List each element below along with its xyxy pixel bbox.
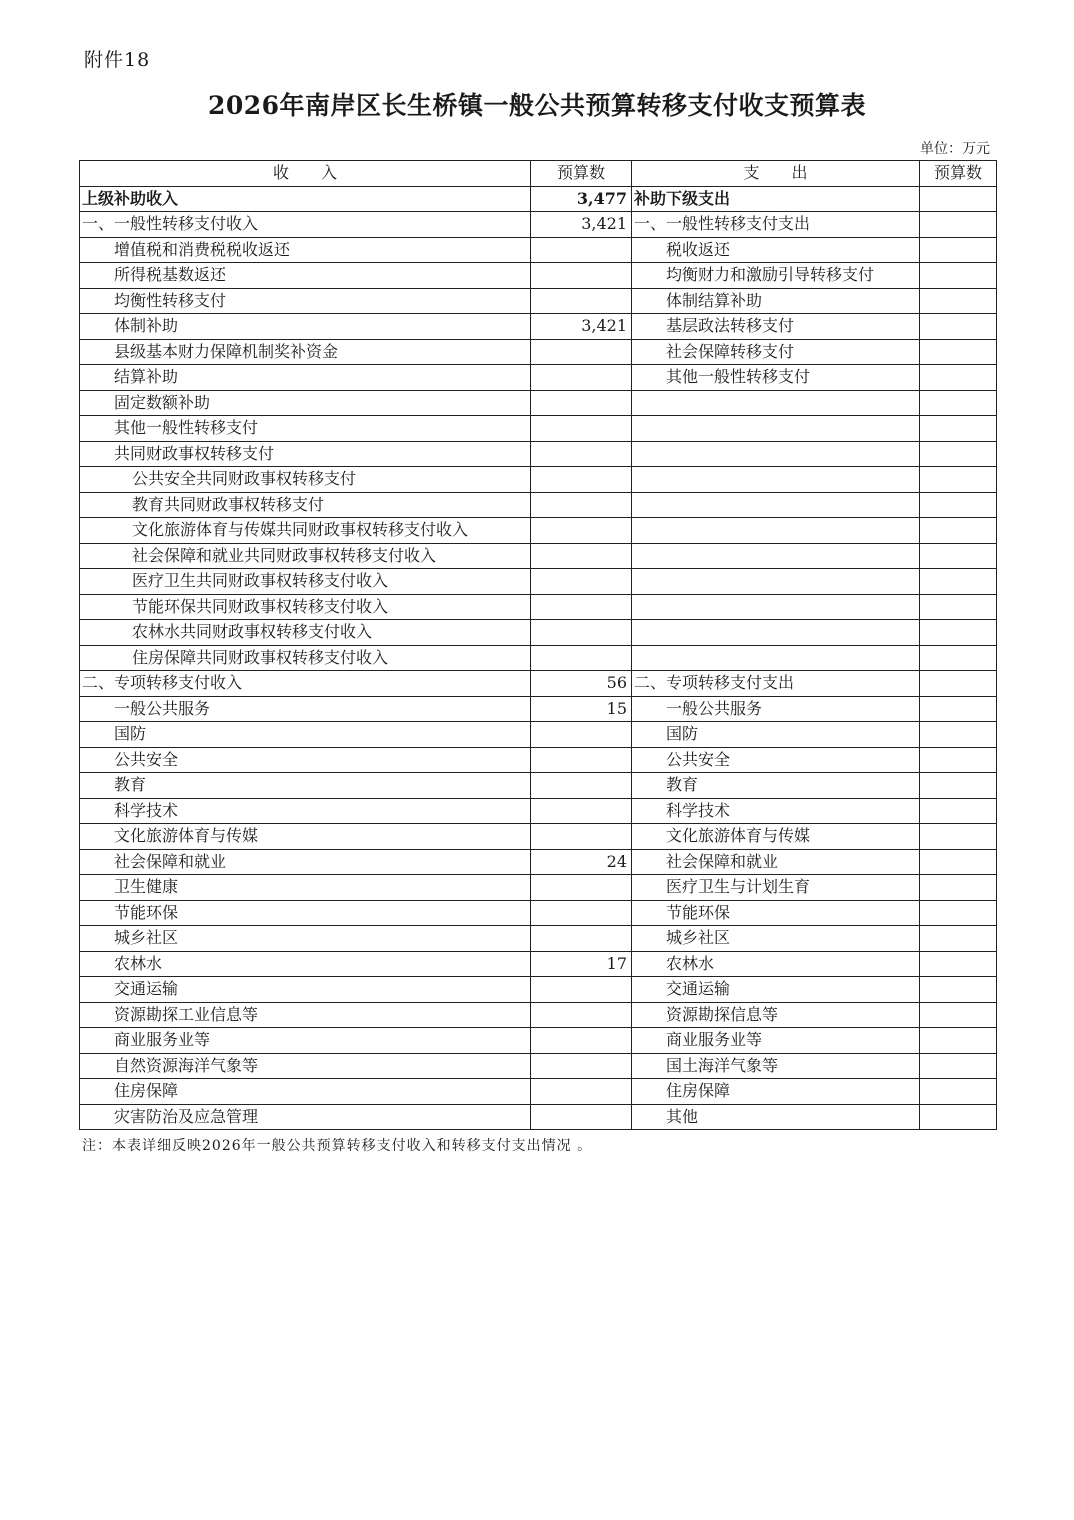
expense-amount-cell xyxy=(920,1053,997,1079)
expense-amount-cell xyxy=(920,696,997,722)
income-amount-cell xyxy=(531,288,632,314)
expense-cell: 交通运输 xyxy=(632,977,920,1003)
expense-amount-cell xyxy=(920,1002,997,1028)
expense-amount-cell xyxy=(920,1104,997,1130)
income-cell: 住房保障 xyxy=(80,1079,531,1105)
expense-amount-cell xyxy=(920,849,997,875)
expense-amount-cell xyxy=(920,1028,997,1054)
expense-cell: 国土海洋气象等 xyxy=(632,1053,920,1079)
income-amount-cell: 3,421 xyxy=(531,212,632,238)
income-amount-cell: 3,421 xyxy=(531,314,632,340)
expense-cell xyxy=(632,543,920,569)
table-row xyxy=(80,314,997,340)
expense-amount-cell xyxy=(920,186,997,212)
expense-cell xyxy=(632,441,920,467)
expense-amount-cell xyxy=(920,1079,997,1105)
expense-cell xyxy=(632,390,920,416)
expense-cell: 医疗卫生与计划生育 xyxy=(632,875,920,901)
budget-table-body xyxy=(80,161,997,1130)
income-cell: 文化旅游体育与传媒 xyxy=(80,824,531,850)
table-row xyxy=(80,849,997,875)
income-amount-cell xyxy=(531,441,632,467)
table-row xyxy=(80,977,997,1003)
income-amount-cell xyxy=(531,339,632,365)
expense-amount-cell xyxy=(920,875,997,901)
income-cell: 公共安全共同财政事权转移支付 xyxy=(80,467,531,493)
expense-amount-cell xyxy=(920,671,997,697)
expense-amount-cell xyxy=(920,773,997,799)
expense-cell: 教育 xyxy=(632,773,920,799)
expense-amount-cell xyxy=(920,620,997,646)
income-cell: 社会保障和就业 xyxy=(80,849,531,875)
expense-amount-cell xyxy=(920,798,997,824)
expense-cell xyxy=(632,569,920,595)
table-row xyxy=(80,339,997,365)
income-amount-cell xyxy=(531,926,632,952)
income-amount-cell xyxy=(531,824,632,850)
expense-cell xyxy=(632,416,920,442)
table-row xyxy=(80,569,997,595)
header-income-amount: 预算数 xyxy=(531,161,632,187)
expense-cell: 社会保障转移支付 xyxy=(632,339,920,365)
table-row xyxy=(80,1104,997,1130)
expense-amount-cell xyxy=(920,722,997,748)
income-amount-cell xyxy=(531,237,632,263)
expense-amount-cell xyxy=(920,518,997,544)
income-amount-cell xyxy=(531,416,632,442)
income-cell: 文化旅游体育与传媒共同财政事权转移支付收入 xyxy=(80,518,531,544)
expense-cell: 体制结算补助 xyxy=(632,288,920,314)
income-amount-cell xyxy=(531,1002,632,1028)
income-cell: 均衡性转移支付 xyxy=(80,288,531,314)
income-amount-cell xyxy=(531,645,632,671)
table-row xyxy=(80,416,997,442)
expense-cell xyxy=(632,492,920,518)
income-amount-cell xyxy=(531,467,632,493)
expense-cell: 科学技术 xyxy=(632,798,920,824)
income-amount-cell xyxy=(531,518,632,544)
expense-cell xyxy=(632,645,920,671)
income-amount-cell xyxy=(531,620,632,646)
income-amount-cell xyxy=(531,747,632,773)
table-row xyxy=(80,492,997,518)
expense-cell: 城乡社区 xyxy=(632,926,920,952)
expense-cell: 住房保障 xyxy=(632,1079,920,1105)
income-cell: 其他一般性转移支付 xyxy=(80,416,531,442)
expense-cell: 其他一般性转移支付 xyxy=(632,365,920,391)
table-row xyxy=(80,773,997,799)
income-cell: 共同财政事权转移支付 xyxy=(80,441,531,467)
income-amount-cell xyxy=(531,390,632,416)
income-cell: 农林水共同财政事权转移支付收入 xyxy=(80,620,531,646)
expense-amount-cell xyxy=(920,263,997,289)
income-cell: 国防 xyxy=(80,722,531,748)
expense-cell: 资源勘探信息等 xyxy=(632,1002,920,1028)
income-amount-cell xyxy=(531,594,632,620)
income-amount-cell xyxy=(531,722,632,748)
income-amount-cell xyxy=(531,1104,632,1130)
expense-cell: 国防 xyxy=(632,722,920,748)
expense-cell: 均衡财力和激励引导转移支付 xyxy=(632,263,920,289)
expense-cell xyxy=(632,620,920,646)
income-cell: 卫生健康 xyxy=(80,875,531,901)
income-amount-cell: 24 xyxy=(531,849,632,875)
income-amount-cell xyxy=(531,875,632,901)
expense-amount-cell xyxy=(920,543,997,569)
income-cell: 上级补助收入 xyxy=(80,186,531,212)
expense-cell: 一般公共服务 xyxy=(632,696,920,722)
table-row xyxy=(80,1002,997,1028)
income-amount-cell: 3,477 xyxy=(531,186,632,212)
table-row xyxy=(80,620,997,646)
income-amount-cell xyxy=(531,263,632,289)
income-cell: 县级基本财力保障机制奖补资金 xyxy=(80,339,531,365)
income-amount-cell xyxy=(531,569,632,595)
table-header-row xyxy=(80,161,997,187)
income-amount-cell: 17 xyxy=(531,951,632,977)
attachment-label: 附件18 xyxy=(84,49,151,71)
expense-amount-cell xyxy=(920,365,997,391)
expense-cell xyxy=(632,467,920,493)
expense-cell: 税收返还 xyxy=(632,237,920,263)
income-cell: 资源勘探工业信息等 xyxy=(80,1002,531,1028)
income-cell: 农林水 xyxy=(80,951,531,977)
table-row xyxy=(80,467,997,493)
expense-amount-cell xyxy=(920,441,997,467)
table-row xyxy=(80,824,997,850)
table-row xyxy=(80,875,997,901)
income-amount-cell xyxy=(531,773,632,799)
income-amount-cell: 15 xyxy=(531,696,632,722)
table-row xyxy=(80,951,997,977)
income-cell: 教育共同财政事权转移支付 xyxy=(80,492,531,518)
income-amount-cell xyxy=(531,492,632,518)
expense-amount-cell xyxy=(920,569,997,595)
table-row xyxy=(80,1053,997,1079)
income-cell: 交通运输 xyxy=(80,977,531,1003)
income-cell: 所得税基数返还 xyxy=(80,263,531,289)
income-cell: 社会保障和就业共同财政事权转移支付收入 xyxy=(80,543,531,569)
expense-amount-cell xyxy=(920,212,997,238)
income-cell: 住房保障共同财政事权转移支付收入 xyxy=(80,645,531,671)
table-row xyxy=(80,645,997,671)
income-amount-cell xyxy=(531,1053,632,1079)
income-cell: 体制补助 xyxy=(80,314,531,340)
page-title: 2026年南岸区长生桥镇一般公共预算转移支付收支预算表 xyxy=(207,91,867,120)
expense-cell: 文化旅游体育与传媒 xyxy=(632,824,920,850)
footnote: 注：本表详细反映2026年一般公共预算转移支付收入和转移支付支出情况 。 xyxy=(82,1138,593,1154)
header-income: 收 入 xyxy=(80,161,531,187)
table-row xyxy=(80,263,997,289)
table-row xyxy=(80,288,997,314)
expense-cell xyxy=(632,518,920,544)
unit-label: 单位：万元 xyxy=(920,141,990,157)
budget-table xyxy=(79,160,997,1130)
income-cell: 商业服务业等 xyxy=(80,1028,531,1054)
table-row xyxy=(80,798,997,824)
income-cell: 结算补助 xyxy=(80,365,531,391)
income-amount-cell xyxy=(531,365,632,391)
expense-amount-cell xyxy=(920,645,997,671)
expense-cell: 节能环保 xyxy=(632,900,920,926)
table-row xyxy=(80,365,997,391)
expense-amount-cell xyxy=(920,900,997,926)
table-row xyxy=(80,186,997,212)
expense-amount-cell xyxy=(920,926,997,952)
table-row xyxy=(80,1079,997,1105)
table-row xyxy=(80,594,997,620)
table-row xyxy=(80,518,997,544)
income-amount-cell xyxy=(531,1079,632,1105)
table-row xyxy=(80,390,997,416)
table-row xyxy=(80,722,997,748)
table-row xyxy=(80,543,997,569)
expense-cell: 社会保障和就业 xyxy=(632,849,920,875)
table-row xyxy=(80,696,997,722)
income-cell: 节能环保共同财政事权转移支付收入 xyxy=(80,594,531,620)
table-row xyxy=(80,926,997,952)
table-row xyxy=(80,212,997,238)
income-cell: 城乡社区 xyxy=(80,926,531,952)
income-cell: 科学技术 xyxy=(80,798,531,824)
income-amount-cell xyxy=(531,1028,632,1054)
income-cell: 增值税和消费税税收返还 xyxy=(80,237,531,263)
income-amount-cell xyxy=(531,798,632,824)
expense-cell: 商业服务业等 xyxy=(632,1028,920,1054)
table-row xyxy=(80,747,997,773)
table-row xyxy=(80,1028,997,1054)
expense-amount-cell xyxy=(920,824,997,850)
expense-cell: 一、一般性转移支付支出 xyxy=(632,212,920,238)
expense-amount-cell xyxy=(920,492,997,518)
expense-amount-cell xyxy=(920,977,997,1003)
income-cell: 灾害防治及应急管理 xyxy=(80,1104,531,1130)
expense-amount-cell xyxy=(920,339,997,365)
expense-cell: 其他 xyxy=(632,1104,920,1130)
expense-amount-cell xyxy=(920,594,997,620)
income-amount-cell: 56 xyxy=(531,671,632,697)
expense-cell xyxy=(632,594,920,620)
expense-amount-cell xyxy=(920,951,997,977)
income-amount-cell xyxy=(531,977,632,1003)
table-row xyxy=(80,900,997,926)
table-row xyxy=(80,237,997,263)
expense-amount-cell xyxy=(920,467,997,493)
income-cell: 一般公共服务 xyxy=(80,696,531,722)
header-expense-amount: 预算数 xyxy=(920,161,997,187)
expense-cell: 农林水 xyxy=(632,951,920,977)
expense-amount-cell xyxy=(920,390,997,416)
income-cell: 节能环保 xyxy=(80,900,531,926)
income-cell: 医疗卫生共同财政事权转移支付收入 xyxy=(80,569,531,595)
income-amount-cell xyxy=(531,900,632,926)
income-cell: 教育 xyxy=(80,773,531,799)
expense-cell: 补助下级支出 xyxy=(632,186,920,212)
income-cell: 自然资源海洋气象等 xyxy=(80,1053,531,1079)
table-row xyxy=(80,441,997,467)
expense-amount-cell xyxy=(920,314,997,340)
income-cell: 一、一般性转移支付收入 xyxy=(80,212,531,238)
income-amount-cell xyxy=(531,543,632,569)
table-row xyxy=(80,671,997,697)
expense-amount-cell xyxy=(920,416,997,442)
income-cell: 公共安全 xyxy=(80,747,531,773)
expense-amount-cell xyxy=(920,747,997,773)
expense-amount-cell xyxy=(920,237,997,263)
expense-cell: 基层政法转移支付 xyxy=(632,314,920,340)
expense-cell: 公共安全 xyxy=(632,747,920,773)
income-cell: 二、专项转移支付收入 xyxy=(80,671,531,697)
income-cell: 固定数额补助 xyxy=(80,390,531,416)
expense-amount-cell xyxy=(920,288,997,314)
expense-cell: 二、专项转移支付支出 xyxy=(632,671,920,697)
header-expense: 支 出 xyxy=(632,161,920,187)
